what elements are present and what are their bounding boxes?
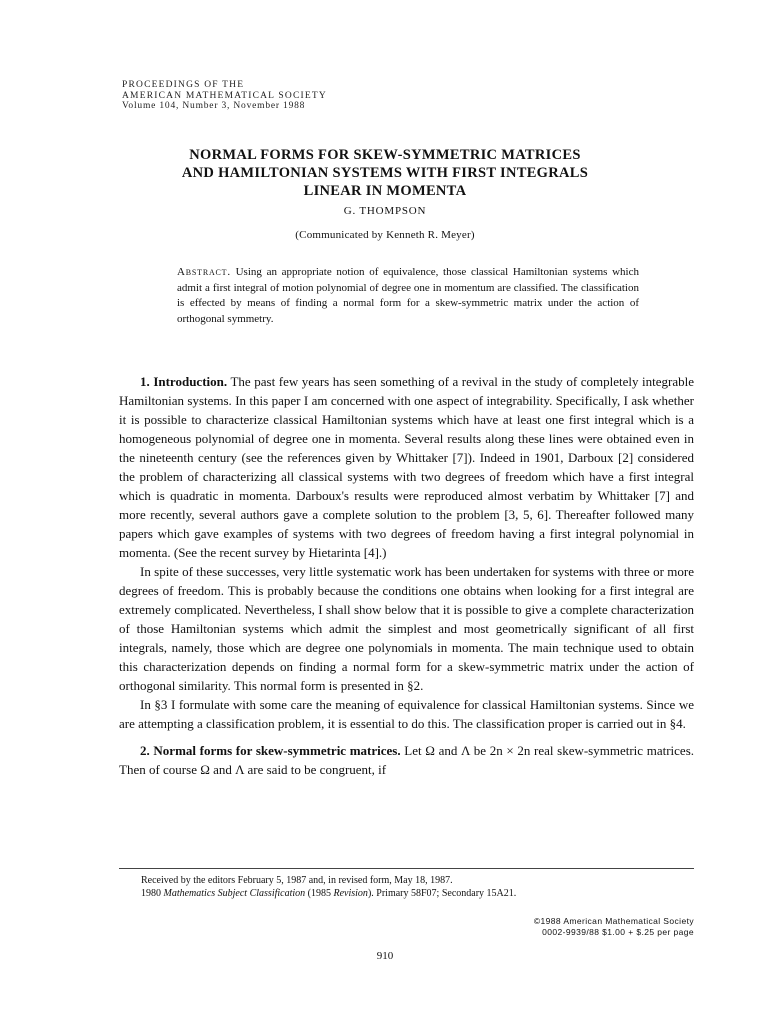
section-heading: 2. Normal forms for skew-symmetric matrices. bbox=[140, 743, 401, 758]
author-name: G. THOMPSON bbox=[343, 205, 427, 217]
journal-volume-line: Volume 104, Number 3, November 1988 bbox=[122, 101, 306, 111]
copyright-price: 0002-9939/88 $1.00 + $.25 per page bbox=[542, 927, 694, 937]
title-line: LINEAR IN MOMENTA bbox=[303, 183, 467, 199]
paragraph bbox=[119, 741, 694, 779]
msc-paren: (1985 bbox=[307, 887, 331, 899]
communicated-by: (Communicated by Kenneth R. Meyer) bbox=[295, 229, 475, 241]
msc-classes: ). Primary 58F07; Secondary 15A21. bbox=[367, 887, 517, 899]
page-number: 910 bbox=[376, 950, 394, 962]
journal-header bbox=[122, 80, 327, 112]
footnotes bbox=[119, 868, 694, 900]
msc-revision: Revision bbox=[333, 887, 368, 899]
title-line: AND HAMILTONIAN SYSTEMS WITH FIRST INTEGRALS bbox=[181, 165, 589, 181]
journal-header-line: PROCEEDINGS OF THE bbox=[122, 80, 245, 90]
paragraph bbox=[119, 372, 694, 562]
msc-label: Mathematics Subject Classification bbox=[163, 887, 306, 899]
abstract-label: Abstract. bbox=[177, 266, 231, 278]
paragraph-text: Let Ω and Λ be 2n × 2n real skew-symmetric matrices. Then of course Ω and Λ are said to be congruent, if bbox=[119, 743, 695, 777]
paper-body bbox=[119, 372, 694, 779]
copyright-notice bbox=[534, 916, 694, 938]
paragraph: In spite of these successes, very little systematic work has been undertaken for systems with three or more degrees of freedom. This is probably because the conditions one obtains when looking for a first integral are extremely complicated. Nevertheless, I shall show below that it is possible to give a complete characterization of those Hamiltonian systems which admit the simplest and most geometrically significant of all first integrals, namely, those which are degree one polynomials in momenta. The main technique used to obtain this characterization depends on finding a normal form for a skew-symmetric matrix under the action of orthogonal similarity. This normal form is presented in §2. bbox=[119, 564, 694, 693]
abstract bbox=[177, 265, 639, 327]
journal-header-line: AMERICAN MATHEMATICAL SOCIETY bbox=[122, 90, 327, 101]
section-heading: 1. Introduction. bbox=[140, 374, 228, 389]
paragraph: In §3 I formulate with some care the meaning of equivalence for classical Hamiltonian systems. Since we are attempting a classification problem, it is essential to do this. The classification proper is carried out in §4. bbox=[119, 697, 694, 731]
paper-title bbox=[100, 146, 670, 200]
msc-year: 1980 bbox=[141, 887, 161, 899]
received-note: Received by the editors February 5, 1987 and, in revised form, May 18, 1987. bbox=[141, 875, 453, 886]
copyright-line: ©1988 American Mathematical Society bbox=[533, 916, 694, 926]
abstract-text: Using an appropriate notion of equivalence, those classical Hamiltonian systems which admit a first integral of motion polynomial of degree one in momentum are classified. The classification is effected by means of finding a normal form for a skew-symmetric matrix under the action of orthogonal symmetry. bbox=[177, 266, 639, 325]
paragraph-text: The past few years has seen something of a revival in the study of completely integrable Hamiltonian systems. In this paper I am concerned with one aspect of integrability. Specifically, I ask whether it is possible to characterize classical Hamiltonian systems which have at least one first integral which is a homogeneous polynomial of degree one in momenta. Several results along these lines were obtained even in the nineteenth century (see the references given by Whittaker [7]). Indeed in 1901, Darboux [2] considered the problem of characterizing all classical systems with two degrees of freedom which have a first integral which is quadratic in momenta. Darboux's results were reproduced almost verbatim by Whittaker [7] and more recently, several authors gave a complete solution to the problem [3, 5, 6]. Thereafter followed many papers which gave examples of systems with two degrees of freedom having a first integral polynomial in momenta. (See the recent survey by Hietarinta [4].) bbox=[119, 374, 695, 560]
msc-note bbox=[119, 888, 694, 901]
title-line: NORMAL FORMS FOR SKEW-SYMMETRIC MATRICES bbox=[189, 147, 581, 163]
